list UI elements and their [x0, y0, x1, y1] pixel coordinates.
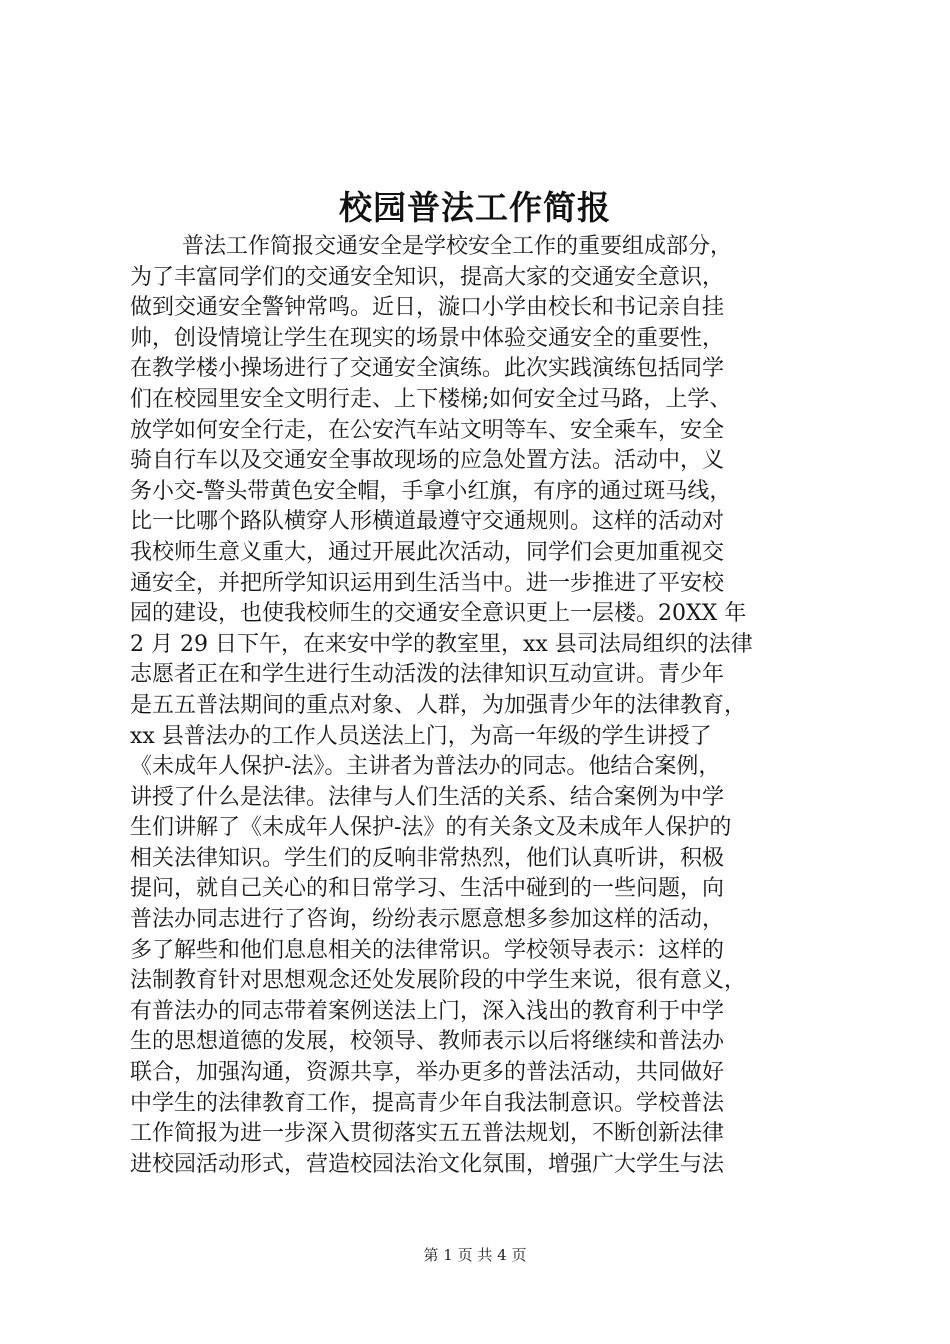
paragraph-line: 普法办同志进行了咨询，纷纷表示愿意想多参加这样的活动， [130, 907, 725, 933]
paragraph-line: 为了丰富同学们的交通安全知识，提高大家的交通安全意识， [130, 264, 725, 290]
paragraph-line: 比一比哪个路队横穿人形横道最遵守交通规则。这样的活动对 [130, 509, 725, 535]
paragraph-line: 务小交-警头带黄色安全帽，手拿小红旗，有序的通过斑马线， [130, 478, 732, 504]
paragraph-line: xx 县普法办的工作人员送法上门，为高一年级的学生讲授了 [130, 723, 712, 749]
paragraph-line: 做到交通安全警钟常鸣。近日，漩口小学由校长和书记亲自挂 [130, 295, 725, 321]
paragraph-line: 法制教育针对思想观念还处发展阶段的中学生来说，很有意义， [130, 968, 747, 994]
paragraph-line: 相关法律知识。学生们的反响非常热烈，他们认真听讲，积极 [130, 845, 725, 871]
paragraph-line: 志愿者正在和学生进行生动活泼的法律知识互动宣讲。青少年 [130, 662, 725, 688]
page-footer: 第 1 页 共 4 页 [423, 1246, 527, 1264]
paragraph-line: 放学如何安全行走，在公安汽车站文明等车、安全乘车，安全 [130, 417, 725, 443]
paragraph-line: 工作简报为进一步深入贯彻落实五五普法规划，不断创新法律 [130, 1121, 725, 1147]
paragraph-line: 生的思想道德的发展，校领导、教师表示以后将继续和普法办 [130, 1029, 725, 1055]
paragraph-line: 是五五普法期间的重点对象、人群，为加强青少年的法律教育， [130, 692, 747, 718]
paragraph-line: 中学生的法律教育工作，提高青少年自我法制意识。学校普法 [130, 1090, 725, 1116]
paragraph-line: 联合，加强沟通，资源共享，举办更多的普法活动，共同做好 [130, 1060, 725, 1086]
paragraph-line: 普法工作简报交通安全是学校安全工作的重要组成部分， [182, 234, 733, 259]
body-text [130, 232, 830, 1180]
paragraph-line: 们在校园里安全文明行走、上下楼梯;如何安全过马路，上学、 [130, 386, 732, 412]
paragraph-line: 帅，创设情境让学生在现实的场景中体验交通安全的重要性， [130, 325, 725, 351]
paragraph-line: 我校师生意义重大，通过开展此次活动，同学们会更加重视交 [130, 539, 725, 565]
paragraph-line: 在教学楼小操场进行了交通安全演练。此次实践演练包括同学 [130, 356, 725, 382]
paragraph-line: 有普法办的同志带着案例送法上门，深入浅出的教育利于中学 [130, 998, 725, 1024]
paragraph-line: 提问，就自己关心的和日常学习、生活中碰到的一些问题，向 [130, 876, 725, 902]
paragraph-line: 《未成年人保护-法》。主讲者为普法办的同志。他结合案例， [130, 754, 721, 780]
paragraph-line: 2 月 29 日下午，在来安中学的教室里，xx 县司法局组织的法律 [130, 631, 753, 657]
page-title: 校园普法工作简报 [339, 188, 611, 227]
paragraph-line: 通安全，并把所学知识运用到生活当中。进一步推进了平安校 [130, 570, 725, 596]
paragraph-line: 骑自行车以及交通安全事故现场的应急处置方法。活动中，义 [130, 448, 725, 474]
paragraph-line: 多了解些和他们息息相关的法律常识。学校领导表示：这样的 [130, 937, 725, 963]
paragraph-line: 生们讲解了《未成年人保护-法》的有关条文及未成年人保护的 [130, 815, 732, 841]
paragraph-line: 讲授了什么是法律。法律与人们生活的关系、结合案例为中学 [130, 784, 725, 810]
paragraph-line: 进校园活动形式，营造校园法治文化氛围，增强广大学生与法 [130, 1151, 725, 1177]
paragraph-line: 园的建设，也使我校师生的交通安全意识更上一层楼。20XX 年 [130, 601, 747, 627]
